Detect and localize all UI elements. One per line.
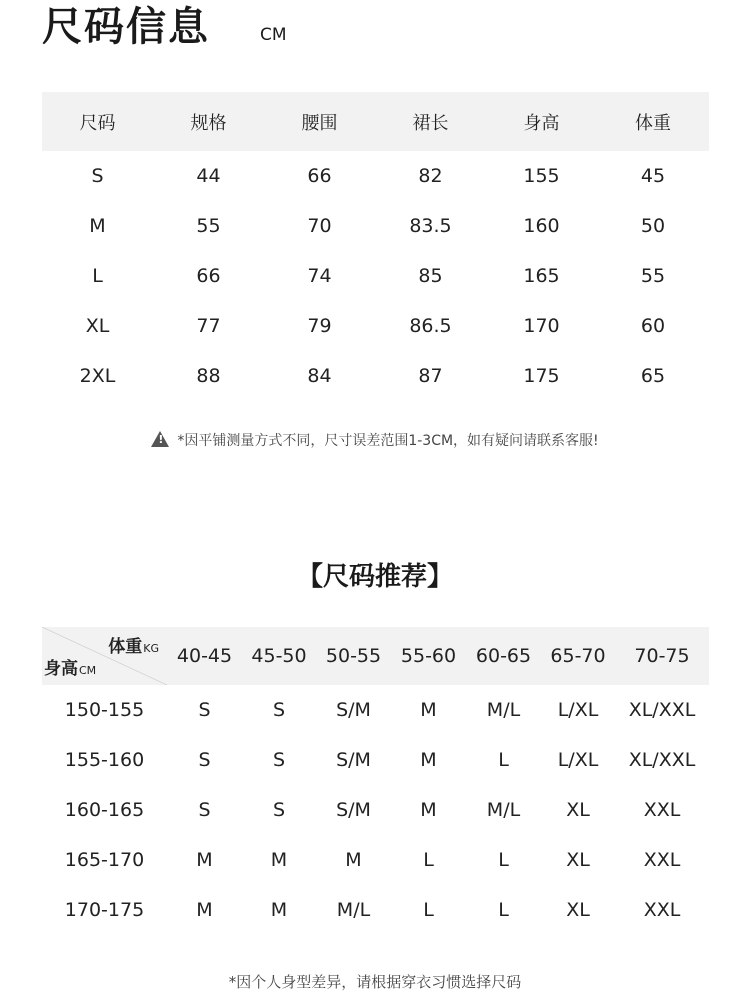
- table-cell: 175: [523, 365, 560, 387]
- diagonal-corner: [42, 627, 167, 685]
- height-range-cell: 155-160: [64, 749, 145, 771]
- weight-range-header: 55-60: [400, 645, 457, 667]
- table-cell: M: [89, 215, 106, 237]
- table-cell: 82: [418, 165, 443, 187]
- size-cell: S/M: [336, 699, 371, 721]
- column-header: 尺码: [79, 112, 116, 134]
- size-cell: M: [420, 749, 437, 771]
- weight-range-header: 45-50: [251, 645, 307, 667]
- table-cell: 60: [640, 315, 666, 337]
- table-cell: 165: [523, 265, 560, 287]
- table-cell: 83.5: [409, 215, 452, 237]
- size-cell: S: [272, 799, 286, 821]
- corner-height-label: 身高CM: [44, 659, 97, 679]
- size-cell: S: [272, 699, 286, 721]
- measurement-notice: [0, 430, 750, 450]
- size-cell: XXL: [643, 899, 681, 921]
- size-cell: L/XL: [557, 749, 599, 771]
- corner-height-unit: CM: [79, 664, 97, 677]
- table-row: [42, 785, 709, 835]
- size-cell: M/L: [336, 899, 371, 921]
- table-cell: 155: [523, 165, 560, 187]
- table-row: [42, 151, 709, 201]
- table-cell: 170: [523, 315, 560, 337]
- recommend-header-row: [42, 627, 709, 685]
- size-cell: XL: [566, 799, 590, 821]
- table-cell: 2XL: [79, 365, 116, 387]
- table-cell: 65: [640, 365, 666, 387]
- table-cell: 84: [307, 365, 332, 387]
- size-recommend-title: 【尺码推荐】: [296, 562, 453, 592]
- table-cell: 45: [640, 165, 666, 187]
- size-cell: M: [420, 799, 437, 821]
- table-row: [42, 351, 709, 401]
- table-row: [42, 885, 709, 935]
- size-cell: M: [270, 899, 288, 921]
- size-cell: L: [423, 849, 434, 871]
- height-range-cell: 150-155: [64, 699, 145, 721]
- size-cell: XL/XXL: [628, 749, 696, 771]
- size-cell: XXL: [643, 799, 681, 821]
- table-cell: 66: [196, 265, 221, 287]
- table-cell: 87: [418, 365, 443, 387]
- size-cell: S: [198, 749, 211, 771]
- size-cell: L: [498, 749, 509, 771]
- table-cell: 50: [640, 215, 666, 237]
- size-cell: M: [196, 899, 213, 921]
- warning-icon: [151, 431, 169, 447]
- size-info-table: [42, 92, 709, 401]
- table-cell: L: [92, 265, 103, 287]
- table-cell: 86.5: [409, 315, 452, 337]
- column-header: 身高: [523, 112, 560, 134]
- size-cell: M: [196, 849, 213, 871]
- notice-text: *因平铺测量方式不同，尺寸误差范围1-3CM，如有疑问请联系客服!: [177, 433, 599, 449]
- weight-range-header: 60-65: [475, 645, 532, 667]
- table-cell: S: [91, 165, 104, 187]
- table-cell: 160: [523, 215, 560, 237]
- weight-range-header: 65-70: [550, 645, 606, 667]
- size-cell: XL: [566, 849, 590, 871]
- table-cell: 74: [307, 265, 332, 287]
- size-cell: S: [198, 699, 211, 721]
- table-row: [42, 685, 709, 735]
- corner-weight-label: 体重KG: [108, 637, 159, 657]
- table-cell: 55: [640, 265, 666, 287]
- size-info-unit: CM: [260, 25, 287, 45]
- height-range-cell: 165-170: [64, 849, 145, 871]
- table-row: [42, 251, 709, 301]
- column-header: 裙长: [412, 112, 449, 134]
- size-cell: XXL: [643, 849, 681, 871]
- size-info-title: 尺码信息 CM: [42, 2, 210, 52]
- size-cell: S: [198, 799, 211, 821]
- size-cell: S/M: [336, 799, 371, 821]
- size-footnote: *因个人身型差异，请根据穿衣习惯选择尺码: [228, 973, 522, 991]
- weight-range-header: 70-75: [634, 645, 690, 667]
- table-row: [42, 835, 709, 885]
- table-cell: 77: [196, 315, 221, 337]
- weight-range-header: 40-45: [176, 645, 233, 667]
- size-cell: L: [423, 899, 434, 921]
- table-cell: XL: [85, 315, 110, 337]
- table-row: [42, 201, 709, 251]
- height-range-cell: 170-175: [64, 899, 145, 921]
- table-cell: 79: [307, 315, 332, 337]
- table-row: [42, 301, 709, 351]
- table-cell: 70: [307, 215, 332, 237]
- corner-header-cell: [42, 627, 167, 685]
- size-cell: S/M: [336, 749, 371, 771]
- size-info-header-row: [42, 92, 709, 151]
- corner-weight-unit: KG: [143, 642, 159, 655]
- size-cell: M: [345, 849, 362, 871]
- size-recommend-table: [42, 627, 709, 935]
- size-cell: M/L: [486, 699, 521, 721]
- size-cell: L: [498, 899, 509, 921]
- size-cell: XL/XXL: [628, 699, 696, 721]
- table-cell: 55: [196, 215, 221, 237]
- table-cell: 88: [196, 365, 221, 387]
- column-header: 体重: [635, 112, 671, 134]
- size-cell: M: [270, 849, 288, 871]
- table-cell: 66: [307, 165, 332, 187]
- table-cell: 44: [196, 165, 221, 187]
- size-cell: M/L: [486, 799, 521, 821]
- size-cell: S: [272, 749, 286, 771]
- column-header: 规格: [190, 112, 227, 134]
- size-cell: L/XL: [557, 699, 599, 721]
- height-range-cell: 160-165: [64, 799, 145, 821]
- size-cell: XL: [566, 899, 590, 921]
- table-row: [42, 735, 709, 785]
- weight-range-header: 50-55: [325, 645, 382, 667]
- table-cell: 85: [418, 265, 443, 287]
- size-cell: M: [420, 699, 437, 721]
- column-header: 腰围: [301, 112, 338, 134]
- size-cell: L: [498, 849, 509, 871]
